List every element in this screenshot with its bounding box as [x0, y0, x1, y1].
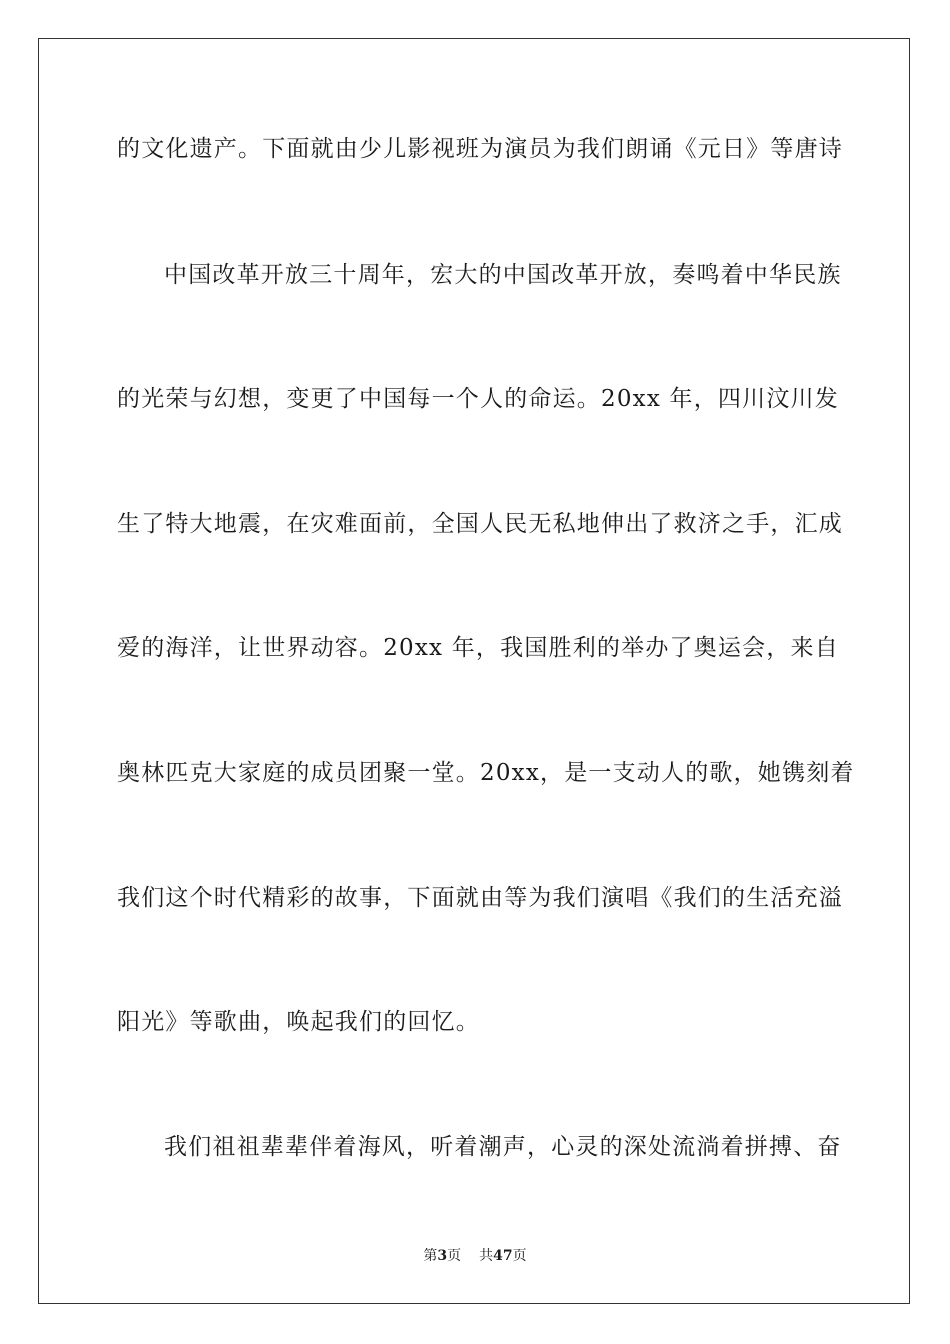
text-line-5: 爱的海洋，让世界动容。20xx 年，我国胜利的举办了奥运会，来自 — [117, 635, 839, 661]
text-line-8: 阳光》等歌曲，唤起我们的回忆。 — [117, 1009, 480, 1035]
total-prefix: 共 — [479, 1248, 494, 1264]
page-border — [38, 38, 910, 1304]
text-line-4: 生了特大地震，在灾难面前，全国人民无私地伸出了救济之手，汇成 — [117, 511, 843, 537]
total-pages: 47 — [493, 1248, 513, 1264]
page-suffix: 页 — [447, 1248, 462, 1264]
page-footer — [0, 1247, 950, 1265]
text-line-2: 中国改革开放三十周年，宏大的中国改革开放，奏鸣着中华民族 — [164, 262, 842, 288]
text-line-1: 的文化遗产。下面就由少儿影视班为演员为我们朗诵《元日》等唐诗 — [117, 136, 843, 162]
page-number: 3 — [437, 1248, 448, 1264]
text-line-7: 我们这个时代精彩的故事，下面就由等为我们演唱《我们的生活充溢 — [117, 885, 843, 911]
text-line-6: 奥林匹克大家庭的成员团聚一堂。20xx，是一支动人的歌，她镌刻着 — [117, 760, 855, 786]
total-suffix: 页 — [512, 1248, 527, 1264]
page-prefix: 第 — [423, 1248, 438, 1264]
text-line-9: 我们祖祖辈辈伴着海风，听着潮声，心灵的深处流淌着拼搏、奋 — [164, 1134, 842, 1160]
text-line-3: 的光荣与幻想，变更了中国每一个人的命运。20xx 年，四川汶川发 — [117, 386, 839, 412]
